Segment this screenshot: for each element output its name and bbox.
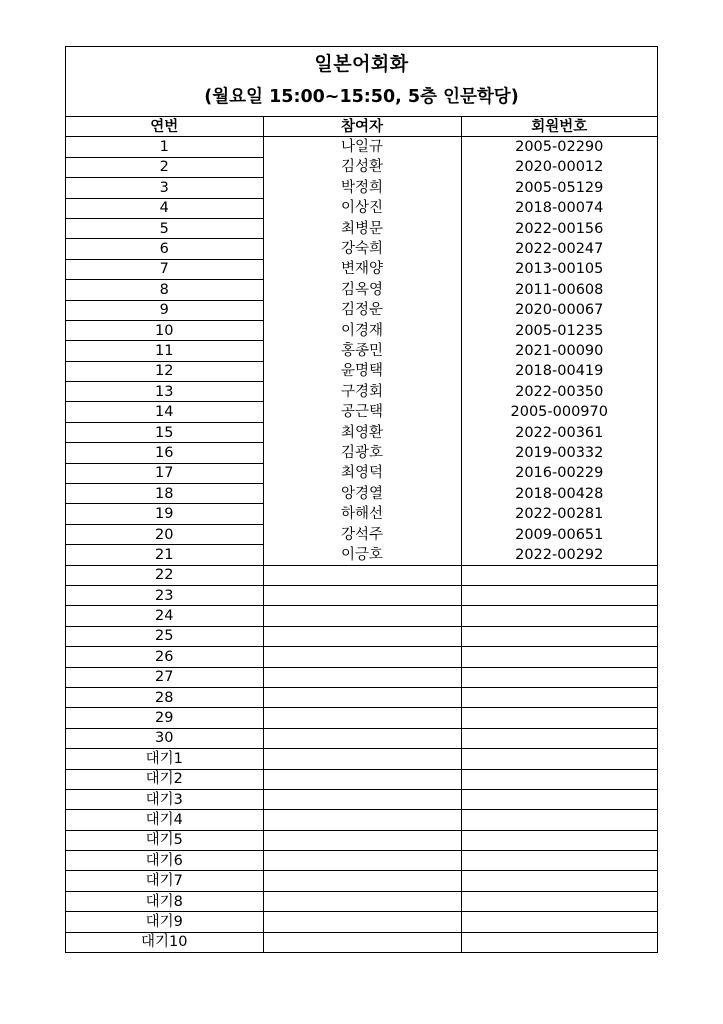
member-number-cell: 2022-00156 xyxy=(461,218,657,238)
table-row xyxy=(66,239,657,259)
row-number-cell: 5 xyxy=(66,218,263,238)
participant-name-cell xyxy=(263,912,461,932)
row-number-cell: 대기8 xyxy=(66,891,263,911)
member-number-cell xyxy=(461,626,657,646)
member-number-cell xyxy=(461,708,657,728)
participant-name-cell: 앙경열 xyxy=(263,484,461,504)
member-number-cell xyxy=(461,606,657,626)
row-number-cell: 17 xyxy=(66,463,263,483)
member-number-cell: 2018-00428 xyxy=(461,484,657,504)
member-number-cell: 2020-00012 xyxy=(461,157,657,177)
row-number-cell: 대기3 xyxy=(66,789,263,809)
participant-name-cell xyxy=(263,565,461,585)
row-number-cell: 24 xyxy=(66,606,263,626)
participant-name-cell xyxy=(263,626,461,646)
row-number-cell: 대기9 xyxy=(66,912,263,932)
row-number-cell: 6 xyxy=(66,239,263,259)
table-row xyxy=(66,932,657,952)
row-number-cell: 대기10 xyxy=(141,934,188,951)
participant-name-cell: 강숙희 xyxy=(263,239,461,259)
table-row xyxy=(66,300,657,320)
participant-name-cell: 김광호 xyxy=(263,443,461,463)
member-number-cell: 2005-05129 xyxy=(461,178,657,198)
participant-name-cell: 이경재 xyxy=(263,320,461,340)
table-row xyxy=(66,891,657,911)
row-number-cell: 22 xyxy=(66,565,263,585)
participant-name-cell xyxy=(263,810,461,830)
row-number-cell: 12 xyxy=(66,361,263,381)
table-row xyxy=(66,647,657,667)
participant-name-cell xyxy=(263,891,461,911)
table-row xyxy=(66,687,657,707)
participant-name-cell: 나일규 xyxy=(263,137,461,157)
table-row xyxy=(66,810,657,830)
member-number-cell: 2022-00281 xyxy=(461,504,657,524)
row-number-cell: 대기2 xyxy=(66,769,263,789)
member-number-cell xyxy=(461,667,657,687)
row-number-cell: 13 xyxy=(66,382,263,402)
member-number-cell: 2019-00332 xyxy=(461,443,657,463)
table-row xyxy=(66,178,657,198)
participant-name-cell xyxy=(263,708,461,728)
table-row xyxy=(66,484,657,504)
row-number-cell: 28 xyxy=(66,687,263,707)
participant-name-cell xyxy=(263,769,461,789)
row-number-cell: 2 xyxy=(66,157,263,177)
member-number-cell: 2013-00105 xyxy=(461,259,657,279)
participant-name-cell: 김성환 xyxy=(263,157,461,177)
participant-name-cell: 홍종민 xyxy=(263,341,461,361)
row-number-cell: 3 xyxy=(66,178,263,198)
table-row xyxy=(66,585,657,605)
table-row xyxy=(66,565,657,585)
participant-name-cell: 최병문 xyxy=(263,218,461,238)
participant-name-cell xyxy=(263,789,461,809)
row-number-cell: 대기7 xyxy=(66,871,263,891)
participant-name-cell xyxy=(263,871,461,891)
member-number-cell xyxy=(461,830,657,850)
member-number-cell: 2005-02290 xyxy=(461,137,657,157)
header-no: 연번 xyxy=(66,117,263,137)
member-number-cell xyxy=(461,891,657,911)
participant-name-cell xyxy=(263,728,461,748)
row-number-cell: 14 xyxy=(66,402,263,422)
participant-name-cell: 이상진 xyxy=(263,198,461,218)
table-row xyxy=(66,545,657,565)
table-row xyxy=(66,871,657,891)
row-number-cell: 18 xyxy=(66,484,263,504)
row-number-cell: 1 xyxy=(66,137,263,157)
sheet-subtitle: (월요일 15:00~15:50, 5층 인문학당) xyxy=(204,87,519,107)
table-row xyxy=(66,851,657,871)
table-row xyxy=(66,769,657,789)
participant-name-cell xyxy=(263,851,461,871)
member-number-cell: 2021-00090 xyxy=(461,341,657,361)
participant-name-cell: 최영환 xyxy=(263,422,461,442)
row-number-cell: 23 xyxy=(66,585,263,605)
table-row xyxy=(66,422,657,442)
row-number-cell: 8 xyxy=(66,280,263,300)
sheet-title: 일본어회화 xyxy=(314,53,409,75)
table-row xyxy=(66,341,657,361)
participant-name-cell: 최영덕 xyxy=(263,463,461,483)
participant-name-cell xyxy=(263,647,461,667)
table-row xyxy=(66,789,657,809)
table-row xyxy=(66,218,657,238)
participant-name-cell: 김옥영 xyxy=(263,280,461,300)
row-number-cell: 11 xyxy=(66,341,263,361)
row-number-cell: 27 xyxy=(66,667,263,687)
row-number-cell: 대기6 xyxy=(66,851,263,871)
participant-name-cell: 박정희 xyxy=(263,178,461,198)
member-number-cell: 2005-000970 xyxy=(461,402,657,422)
row-number-cell: 대기5 xyxy=(66,830,263,850)
participant-name-cell: 이긍호 xyxy=(263,545,461,565)
participant-name-cell: 공근택 xyxy=(263,402,461,422)
table-row xyxy=(66,749,657,769)
table-row xyxy=(66,463,657,483)
member-number-cell xyxy=(461,585,657,605)
member-number-cell xyxy=(461,810,657,830)
participant-name-cell xyxy=(263,749,461,769)
member-number-cell xyxy=(461,912,657,932)
row-number-cell: 대기4 xyxy=(66,810,263,830)
member-number-cell: 2018-00074 xyxy=(461,198,657,218)
table-row xyxy=(66,728,657,748)
header-participant: 참여자 xyxy=(263,117,461,137)
table-row xyxy=(66,382,657,402)
table-row xyxy=(66,912,657,932)
row-number-cell: 4 xyxy=(66,198,263,218)
participant-name-cell xyxy=(263,687,461,707)
member-number-cell: 2020-00067 xyxy=(461,300,657,320)
member-number-cell xyxy=(461,687,657,707)
member-number-cell: 2018-00419 xyxy=(461,361,657,381)
participant-name-cell xyxy=(263,585,461,605)
participant-name-cell: 변재양 xyxy=(263,259,461,279)
row-number-cell: 7 xyxy=(66,259,263,279)
table-row xyxy=(66,137,657,157)
member-number-cell xyxy=(461,769,657,789)
member-number-cell: 2022-00361 xyxy=(461,422,657,442)
table-row xyxy=(66,606,657,626)
table-row xyxy=(66,830,657,850)
member-number-cell xyxy=(461,749,657,769)
member-number-cell xyxy=(461,871,657,891)
participant-name-cell: 구경회 xyxy=(263,382,461,402)
row-number-cell: 10 xyxy=(66,320,263,340)
member-number-cell xyxy=(461,728,657,748)
participant-name-cell: 강석주 xyxy=(263,524,461,544)
table-row xyxy=(66,708,657,728)
participant-name-cell xyxy=(263,830,461,850)
member-number-cell: 2022-00247 xyxy=(461,239,657,259)
table-row xyxy=(66,361,657,381)
participant-name-cell: 김정운 xyxy=(263,300,461,320)
member-number-cell: 2009-00651 xyxy=(461,524,657,544)
member-number-cell xyxy=(461,647,657,667)
member-number-cell xyxy=(461,789,657,809)
participant-name-cell: 하해선 xyxy=(263,504,461,524)
header-member-no: 회원번호 xyxy=(461,117,657,137)
participant-name-cell xyxy=(263,932,461,952)
member-number-cell: 2022-00292 xyxy=(461,545,657,565)
participant-name-cell: 윤명택 xyxy=(263,361,461,381)
member-number-cell: 2022-00350 xyxy=(461,382,657,402)
roster-table xyxy=(66,117,657,952)
row-number-cell: 15 xyxy=(66,422,263,442)
row-number-cell: 25 xyxy=(66,626,263,646)
member-number-cell xyxy=(461,565,657,585)
table-row xyxy=(66,280,657,300)
roster-body xyxy=(66,137,657,952)
row-number-cell: 20 xyxy=(66,524,263,544)
table-row xyxy=(66,667,657,687)
table-row xyxy=(66,157,657,177)
member-number-cell: 2011-00608 xyxy=(461,280,657,300)
row-number-cell: 29 xyxy=(66,708,263,728)
attendance-sheet xyxy=(65,46,658,953)
participant-name-cell xyxy=(263,667,461,687)
member-number-cell xyxy=(461,932,657,952)
table-row xyxy=(66,626,657,646)
member-number-cell xyxy=(461,851,657,871)
row-number-cell: 21 xyxy=(66,545,263,565)
member-number-cell: 2005-01235 xyxy=(461,320,657,340)
table-row xyxy=(66,524,657,544)
row-number-cell: 16 xyxy=(66,443,263,463)
row-number-cell: 30 xyxy=(66,728,263,748)
header-row xyxy=(66,117,657,137)
table-row xyxy=(66,259,657,279)
member-number-cell: 2016-00229 xyxy=(461,463,657,483)
row-number-cell: 26 xyxy=(66,647,263,667)
table-row xyxy=(66,320,657,340)
row-number-cell: 19 xyxy=(66,504,263,524)
participant-name-cell xyxy=(263,606,461,626)
row-number-cell: 대기1 xyxy=(66,749,263,769)
table-row xyxy=(66,443,657,463)
table-row xyxy=(66,402,657,422)
table-row xyxy=(66,198,657,218)
row-number-cell: 9 xyxy=(66,300,263,320)
table-row xyxy=(66,504,657,524)
title-block xyxy=(66,47,657,117)
